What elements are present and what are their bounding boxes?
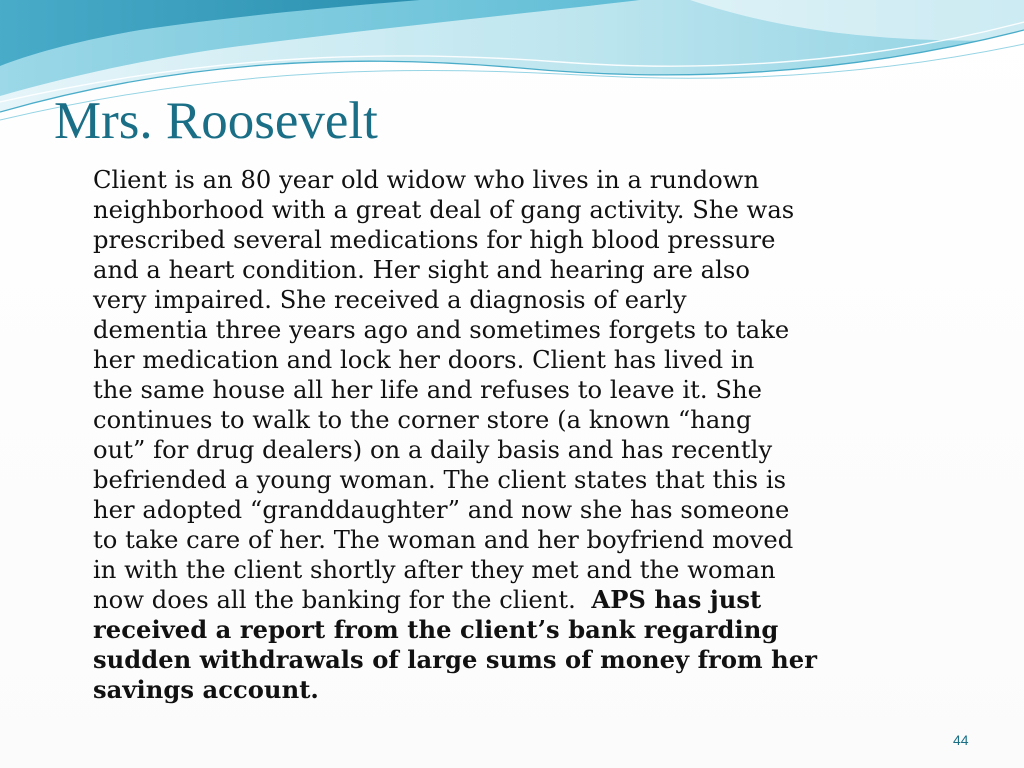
body-line: neighborhood with a great deal of gang activity. She was bbox=[93, 196, 795, 224]
body-line: dementia three years ago and sometimes forgets to take bbox=[93, 316, 790, 344]
body-line: very impaired. She received a diagnosis of early bbox=[93, 286, 687, 314]
body-line: her adopted “granddaughter” and now she has someone bbox=[93, 496, 790, 524]
slide-body bbox=[93, 165, 973, 705]
bold-line: received a report from the client’s bank regarding bbox=[93, 615, 779, 644]
slide-title: Mrs. Roosevelt bbox=[54, 92, 378, 150]
body-line-with-bold bbox=[93, 585, 973, 615]
body-line: in with the client shortly after they met and the woman bbox=[93, 556, 776, 584]
body-line: continues to walk to the corner store (a known “hang bbox=[93, 406, 752, 434]
page-number: 44 bbox=[953, 732, 969, 748]
bold-line: sudden withdrawals of large sums of money from her bbox=[93, 645, 818, 674]
body-line: the same house all her life and refuses to leave it. She bbox=[93, 376, 762, 404]
body-line: her medication and lock her doors. Client has lived in bbox=[93, 346, 755, 374]
body-line: Client is an 80 year old widow who lives in a rundown bbox=[93, 166, 760, 194]
body-line: befriended a young woman. The client states that this is bbox=[93, 466, 787, 494]
body-line: out” for drug dealers) on a daily basis and has recently bbox=[93, 436, 773, 464]
body-line-text: now does all the banking for the client. bbox=[93, 586, 576, 614]
body-line: and a heart condition. Her sight and hearing are also bbox=[93, 256, 751, 284]
bold-line: savings account. bbox=[93, 675, 319, 704]
body-line: prescribed several medications for high blood pressure bbox=[93, 226, 776, 254]
body-line: to take care of her. The woman and her boyfriend moved bbox=[93, 526, 794, 554]
bold-text: APS has just bbox=[591, 585, 762, 614]
